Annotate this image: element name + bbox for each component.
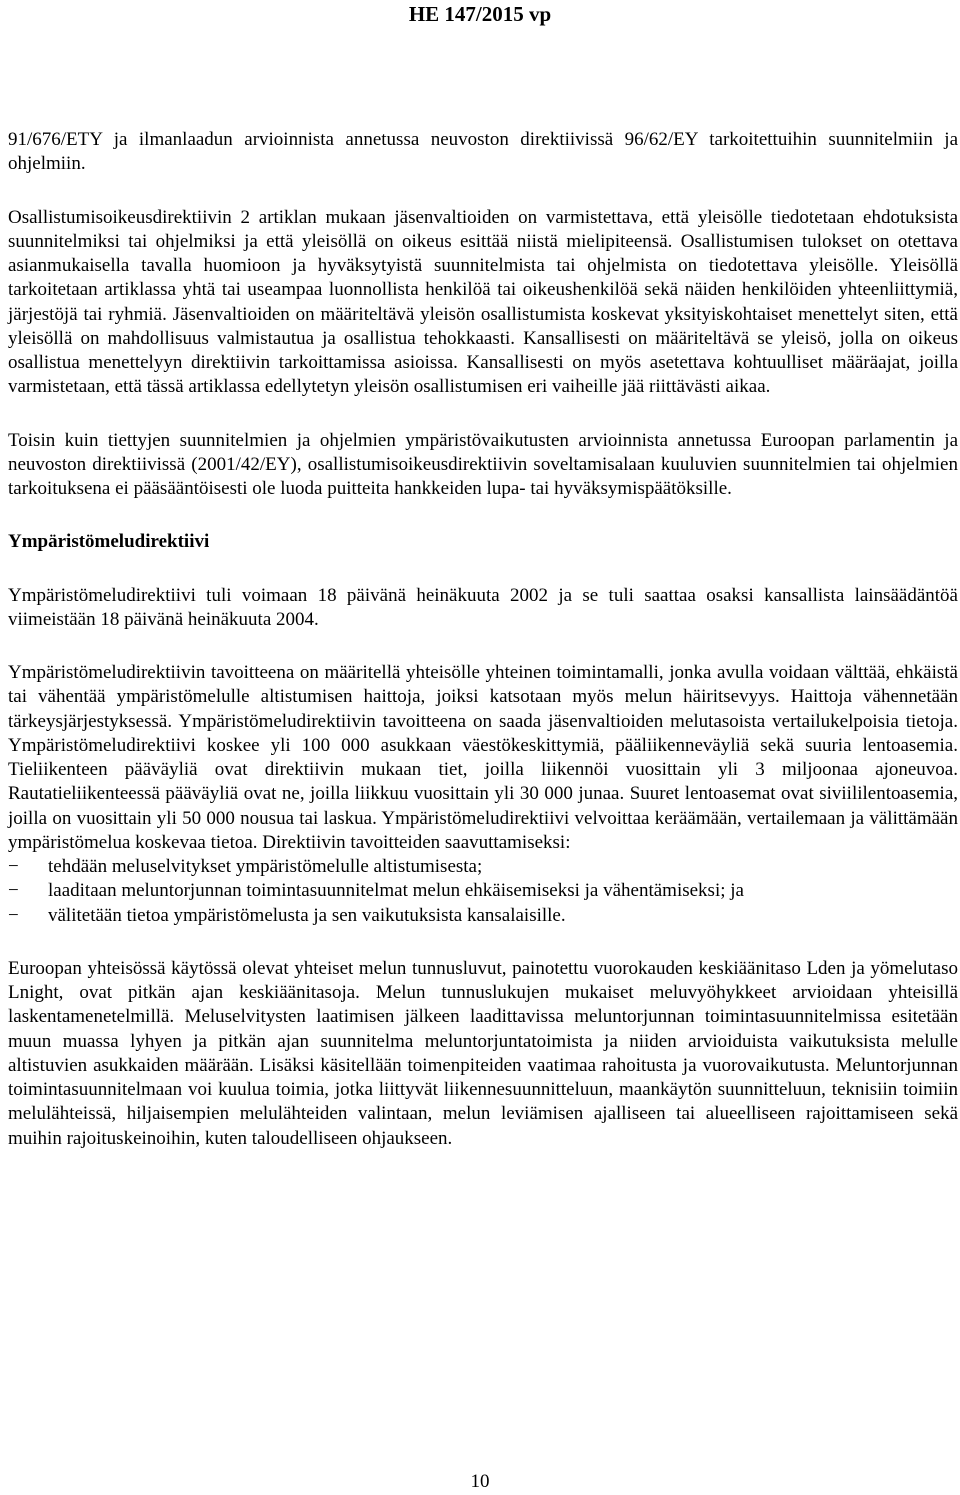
document-body xyxy=(8,128,958,1180)
paragraph-1: 91/676/ETY ja ilmanlaadun arvioinnista annetussa neuvoston direktiivissä 96/62/EY tarkoitettuihin suunnitelmiin ja ohjelmiin. xyxy=(8,129,958,175)
list-item-text: tehdään meluselvitykset ympäristömelulle altistumisesta; xyxy=(48,856,483,877)
document-header xyxy=(0,0,960,28)
dash-marker: − xyxy=(8,856,19,877)
objectives-list xyxy=(8,855,958,928)
dash-marker: − xyxy=(8,904,19,926)
dash-marker: − xyxy=(8,880,19,902)
document-title: HE 147/2015 vp xyxy=(408,2,552,26)
paragraph-4: Ympäristömeludirektiivi tuli voimaan 18 päivänä heinäkuuta 2002 ja se tuli saattaa osaksi kansallista lainsäädäntöä viimeistään 18 päivänä heinäkuuta 2004. xyxy=(8,584,958,630)
section-heading: Ympäristömeludirektiivi xyxy=(8,531,210,553)
list-item xyxy=(8,855,958,879)
list-item-text: välitetään tietoa ympäristömelusta ja sen vaikutuksista kansalaisille. xyxy=(48,904,566,926)
list-item xyxy=(8,904,958,928)
list-item-text: laaditaan meluntorjunnan toimintasuunnitelmat melun ehkäisemiseksi ja vähentämiseksi; ja xyxy=(48,880,744,902)
paragraph-2: Osallistumisoikeusdirektiivin 2 artiklan mukaan jäsenvaltioiden on varmistettava, että yleisölle tiedotetaan ehdotuksista suunnitelmiksi tai ohjelmiksi ja että yleisöllä on oikeus esittää niistä mielipiteensä. Osallistumisen tulokset on otettava asianmukaisella tavalla huomioon ja hyväksytyistä suunnitelmista tai ohjelmista on tiedotettava yleisölle. Yleisöllä tarkoitetaan artiklassa yhtä tai useampaa luonnollista henkilöä tai oikeushenkilöä sekä näiden henkilöiden yhteenliittymiä, järjestöjä tai ryhmiä. Jäsenvaltioiden on määriteltävä yleisön osallistumista koskevat yksityiskohtaiset menettelyt siten, että yleisöllä on mahdollisuus valmistautua ja osallistua tehokkaasti. Kansallisesti on määriteltävä se yleisö, jolla on oikeus osallistua menettelyyn direktiivin tarkoittamissa asioissa. Kansallisesti on myös asetettava kohtuulliset määräajat, joilla varmistetaan, että tässä artiklassa edellytetyn yleisön osallistumisen eri vaiheille jää riittävästi aikaa. xyxy=(8,206,958,398)
paragraph-6: Euroopan yhteisössä käytössä olevat yhteiset melun tunnusluvut, painotettu vuorokauden keskiäänitaso Lden ja yömelutaso Lnight, ovat pitkän ajan keskiäänitasoja. Melun tunnuslukujen mukaiset meluvyöhykkeet arvioidaan yhteisillä laskentamenetelmillä. Meluselvitysten laatimisen jälkeen laadittavissa meluntorjunnan toimintasuunnitelmissa esitetään muun muassa lyhyen ja pitkän ajan suunnitelma meluntorjuntatoimista ja niiden arvioiduista vaikutuksista melulle altistuvien asukkaiden määrään. Lisäksi käsitellään toimenpiteiden vaatimaa rahoitusta ja vuorovaikutusta. Meluntorjunnan toimintasuunnitelmaan voi kuulua toimia, jotka liittyvät liikennesuunnitteluun, maankäytön suunnitteluun, teknisiin toimiin melulähteissä, hiljaisempien melulähteiden valintaan, melun leviämisen ajalliseen tai alueelliseen rajoittamiseen sekä muihin rajoituskeinoihin, kuten taloudelliseen ohjaukseen. xyxy=(8,957,958,1149)
paragraph-5: Ympäristömeludirektiivin tavoitteena on määritellä yhteisölle yhteinen toimintamalli, jonka avulla voidaan välttää, ehkäistä tai vähentää ympäristömelulle altistumisen haittoja, joiksi katsotaan myös melun häiritsevyys. Haittoja vähennetään tärkeysjärjestyksessä. Ympäristömeludirektiivin tavoitteena on saada jäsenvaltioiden melutasoista vertailukelpoisia tietoja. Ympäristömeludirektiivi koskee yli 100 000 asukkaan väestökeskittymiä, pääliikenneväyliä sekä suuria lentoasemia. Tieliikenteen pääväyliä ovat direktiivin mukaan tiet, joilla liikennöi vuosittain yli 3 miljoonaa ajoneuvoa. Rautatieliikenteessä pääväyliä ovat ne, joilla liikkuu vuosittain yli 30 000 junaa. Suuret lentoasemat ovat siviililentoasemia, joilla on vuosittain yli 50 000 nousua tai laskua. Ympäristömeludirektiivi velvoittaa keräämään, vertailemaan ja välittämään ympäristömelua koskevaa tietoa. Direktiivin tavoitteiden saavuttamiseksi: xyxy=(8,662,958,853)
page-number: 10 xyxy=(470,1471,490,1492)
paragraph-3: Toisin kuin tiettyjen suunnitelmien ja ohjelmien ympäristövaikutusten arvioinnista annetussa Euroopan parlamentin ja neuvoston direktiivissä (2001/42/EY), osallistumisoikeusdirektiivin soveltamisalaan kuuluvien suunnitelmien tai ohjelmien tarkoituksena ei pääsääntöisesti ole luoda puitteita hankkeiden lupa- tai hyväksymispäätöksille. xyxy=(8,429,958,499)
list-item xyxy=(8,879,958,903)
